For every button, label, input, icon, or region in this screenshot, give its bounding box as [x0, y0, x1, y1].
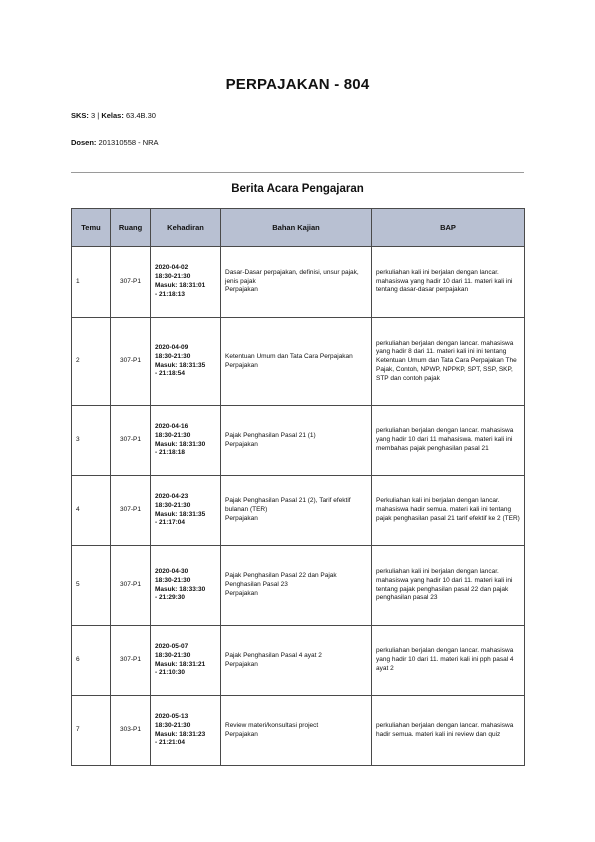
page-title: PERPAJAKAN - 804 [225, 76, 370, 93]
cell-kehadiran: 2020-04-02 18:30-21:30 Masuk: 18:31:01 - 21:18:13 [151, 247, 221, 318]
table-row [72, 696, 525, 766]
lecturer-info [71, 138, 159, 147]
cell-kehadiran: 2020-04-30 18:30-21:30 Masuk: 18:33:30 - 21:29:30 [151, 546, 221, 626]
header-bahan-kajian: Bahan Kajian [221, 209, 372, 247]
cell-ruang: 307-P1 [111, 546, 151, 626]
table-header-row [72, 209, 525, 247]
sks-value: 3 [91, 111, 96, 120]
cell-temu: 1 [72, 247, 111, 318]
cell-bahan-kajian: Ketentuan Umum dan Tata Cara Perpajakan Perpajakan [221, 318, 372, 406]
header-bap: BAP [372, 209, 525, 247]
header-temu: Temu [72, 209, 111, 247]
cell-ruang: 307-P1 [111, 406, 151, 476]
kelas-value: 63.4B.30 [125, 111, 156, 120]
table-row [72, 626, 525, 696]
cell-kehadiran: 2020-04-23 18:30-21:30 Masuk: 18:31:35 - 21:17:04 [151, 476, 221, 546]
cell-ruang: 307-P1 [111, 247, 151, 318]
cell-bahan-kajian: Pajak Penghasilan Pasal 21 (1) Perpajakan [221, 406, 372, 476]
table-row [72, 247, 525, 318]
cell-bap: perkuliahan berjalan dengan lancar. mahasiswa yang hadir 8 dari 11. materi kali ini ini tentang Ketentuan Umum dan Tata Cara Perpajakan The Pajak, Contoh, NPWP, NPPKP, SPT, SSP, SKP, STP dan contoh pajak [372, 318, 525, 406]
table-row [72, 476, 525, 546]
cell-kehadiran: 2020-05-13 18:30-21:30 Masuk: 18:31:23 - 21:21:04 [151, 696, 221, 766]
cell-bap: perkuliahan berjalan dengan lancar. mahasiswa yang hadir 10 dari 11. materi kali ini pph pasal 4 ayat 2 [372, 626, 525, 696]
header-ruang: Ruang [111, 209, 151, 247]
dosen-label: Dosen: [71, 138, 97, 147]
cell-kehadiran: 2020-05-07 18:30-21:30 Masuk: 18:31:21 - 21:10:30 [151, 626, 221, 696]
cell-bap: perkuliahan berjalan dengan lancar. mahasiswa hadir semua. materi kali ini review dan quiz [372, 696, 525, 766]
kelas-label: Kelas: [101, 111, 124, 120]
cell-temu: 5 [72, 546, 111, 626]
table-row [72, 546, 525, 626]
cell-bahan-kajian: Pajak Penghasilan Pasal 22 dan Pajak Penghasilan Pasal 23 Perpajakan [221, 546, 372, 626]
cell-temu: 7 [72, 696, 111, 766]
cell-kehadiran: 2020-04-09 18:30-21:30 Masuk: 18:31:35 - 21:18:54 [151, 318, 221, 406]
cell-bap: perkuliahan kali ini berjalan dengan lancar. mahasiswa yang hadir 10 dari 11. materi kali ini tentang dasar-dasar perpajakan [372, 247, 525, 318]
cell-temu: 3 [72, 406, 111, 476]
course-info [71, 111, 156, 120]
cell-bap: perkuliahan berjalan dengan lancar. mahasiswa yang hadir 10 dari 11 mahasiswa. materi kali ini membahas pajak penghasilan pasal 21 [372, 406, 525, 476]
table-row [72, 318, 525, 406]
header-kehadiran: Kehadiran [151, 209, 221, 247]
cell-ruang: 307-P1 [111, 476, 151, 546]
divider [71, 172, 524, 173]
cell-bahan-kajian: Dasar-Dasar perpajakan, definisi, unsur pajak, jenis pajak Perpajakan [221, 247, 372, 318]
cell-kehadiran: 2020-04-16 18:30-21:30 Masuk: 18:31:30 - 21:18:18 [151, 406, 221, 476]
cell-bahan-kajian: Pajak Penghasilan Pasal 21 (2), Tarif efektif bulanan (TER) Perpajakan [221, 476, 372, 546]
section-title: Berita Acara Pengajaran [231, 183, 364, 195]
cell-ruang: 307-P1 [111, 318, 151, 406]
cell-temu: 4 [72, 476, 111, 546]
dosen-value: 201310558 - NRA [98, 138, 159, 147]
table-row [72, 406, 525, 476]
cell-bahan-kajian: Pajak Penghasilan Pasal 4 ayat 2 Perpajakan [221, 626, 372, 696]
cell-ruang: 307-P1 [111, 626, 151, 696]
cell-bahan-kajian: Review materi/konsultasi project Perpajakan [221, 696, 372, 766]
cell-bap: perkuliahan kali ini berjalan dengan lancar. mahasiswa yang hadir 10 dari 11. materi kali ini tentang pajak penghasilan pasal 22 dan pajak penghasilan pasal 23 [372, 546, 525, 626]
info-separator: | [97, 111, 100, 120]
cell-bap: Perkuliahan kali ini berjalan dengan lancar. mahasiswa hadir semua. materi kali ini tentang pajak penghasilan pasal 21 tarif efektif ke 2 (TER) [372, 476, 525, 546]
sks-label: SKS: [71, 111, 89, 120]
cell-ruang: 303-P1 [111, 696, 151, 766]
cell-temu: 2 [72, 318, 111, 406]
attendance-table [71, 208, 525, 766]
cell-temu: 6 [72, 626, 111, 696]
